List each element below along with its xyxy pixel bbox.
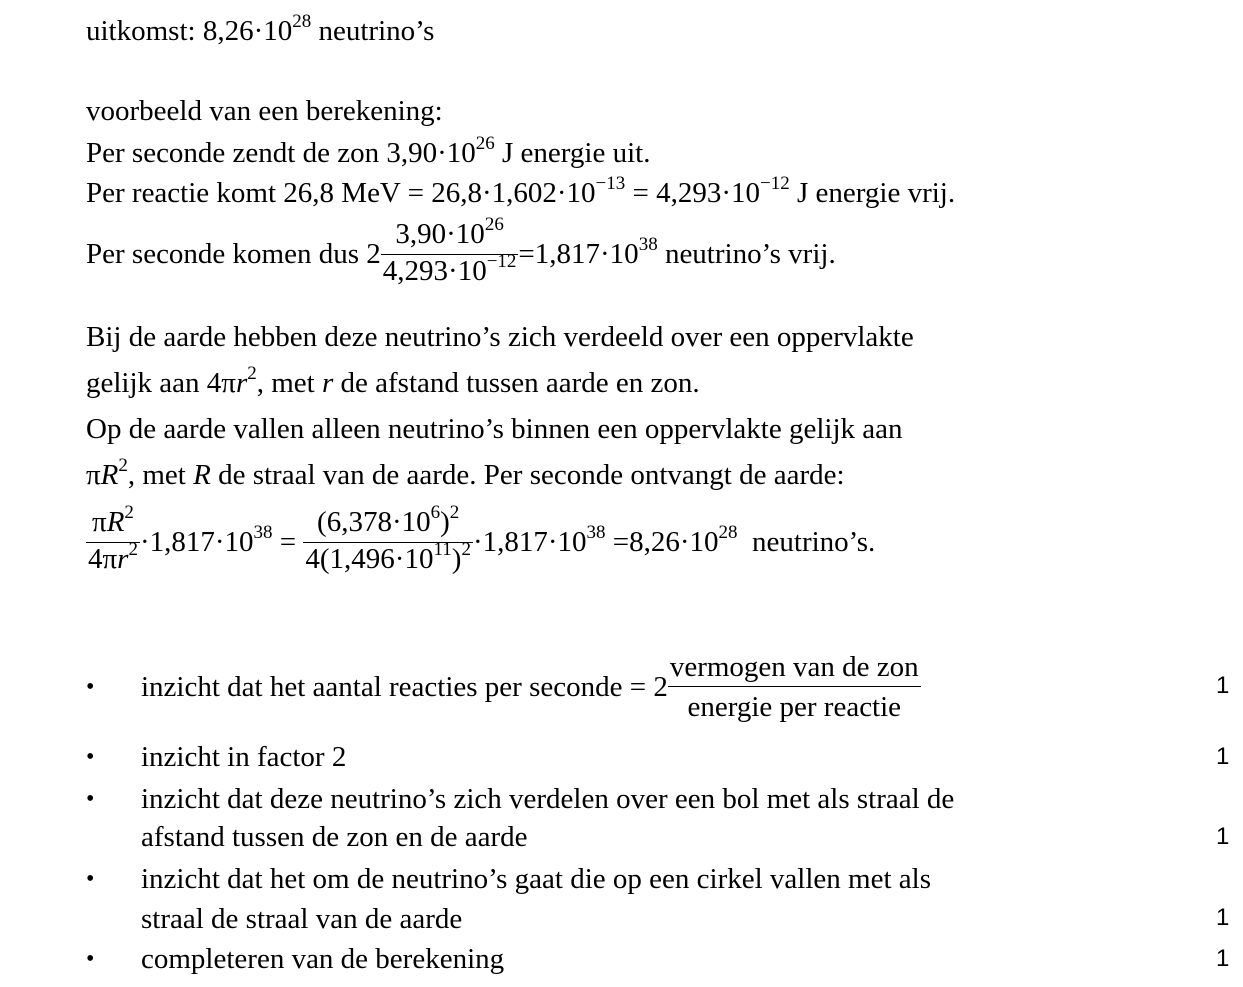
line3-tail: neutrino’s vrij. xyxy=(657,238,836,270)
criterion-4-line-2: straal de straal van de aarde xyxy=(141,903,463,935)
f1-num-exponent: 2 xyxy=(124,502,134,523)
final-result-exponent: 28 xyxy=(718,522,738,543)
line2-part-b: = 4,293·10 xyxy=(625,177,761,209)
final-equation xyxy=(86,502,876,579)
final-mid-2-text: ·1,817·10 xyxy=(472,526,587,558)
line3-text: Per seconde komen dus 2 xyxy=(86,238,381,270)
para1-line-2 xyxy=(86,363,700,404)
f1-den-r: r xyxy=(117,543,129,575)
para1-var-r: r xyxy=(235,367,248,399)
line1-exponent: 26 xyxy=(475,133,495,154)
example-line-1 xyxy=(86,133,651,174)
line3-denominator-text: 4,293·10 xyxy=(382,255,487,287)
uitkomst-line xyxy=(86,11,435,52)
para2-var-R2: R xyxy=(193,459,211,491)
bullet-icon: • xyxy=(86,866,95,892)
criterion-3-score: 1 xyxy=(1216,823,1230,850)
line3-result-text: =1,817·10 xyxy=(518,238,639,270)
example-line-3 xyxy=(86,214,836,291)
line2-exponent-2: −12 xyxy=(760,173,790,194)
para1-text-b: , met xyxy=(256,367,322,399)
final-fraction-1-denominator xyxy=(86,539,140,579)
final-fraction-2-denominator xyxy=(303,539,473,579)
bullet-icon: • xyxy=(86,786,95,812)
final-fraction-1 xyxy=(86,502,140,579)
f2-den-exponent-2: 2 xyxy=(461,539,471,560)
f2-den-paren: ) xyxy=(451,543,462,575)
para1-exponent: 2 xyxy=(247,363,257,384)
criterion-1-text xyxy=(141,648,921,727)
line3-denominator xyxy=(381,251,519,291)
para2-line-1: Op de aarde vallen alleen neutrino’s binnen een oppervlakte gelijk aan xyxy=(86,413,903,445)
para1-text-a: gelijk aan 4π xyxy=(86,367,236,399)
line3-fraction xyxy=(381,214,519,291)
bullet-icon: • xyxy=(86,744,95,770)
final-mid-1-text: ·1,817·10 xyxy=(139,526,254,558)
line2-exponent-1: −13 xyxy=(595,173,626,194)
final-mid-1 xyxy=(139,522,304,558)
criterion-2-score: 1 xyxy=(1216,743,1230,770)
criterion-5-text: completeren van de berekening xyxy=(141,943,505,975)
para2-line-2 xyxy=(86,455,845,496)
para1-line-1: Bij de aarde hebben deze neutrino’s zich verdeeld over een oppervlakte xyxy=(86,321,914,353)
criterion-4-line-1: inzicht dat het om de neutrino’s gaat die op een cirkel vallen met als xyxy=(141,863,931,895)
criterion-5-score: 1 xyxy=(1216,945,1230,972)
line1-tail: J energie uit. xyxy=(494,137,651,169)
para2-text-b: , met xyxy=(127,459,194,491)
criterion-1-score: 1 xyxy=(1216,672,1230,699)
para1-text-c: de afstand tussen aarde en zon. xyxy=(333,367,700,399)
criterion-1-pre: inzicht dat het aantal reacties per seconde = 2 xyxy=(141,671,668,703)
para2-var-R: R xyxy=(100,459,119,491)
example-heading: voorbeeld van een berekening: xyxy=(86,95,443,127)
uitkomst-text: uitkomst: 8,26·10 xyxy=(86,15,293,47)
f2-num-text: (6,378·10 xyxy=(317,506,431,538)
uitkomst-tail: neutrino’s xyxy=(311,15,435,47)
line2-part-a: Per reactie komt 26,8 MeV = 26,8·1,602·10 xyxy=(86,177,596,209)
f2-num-paren: ) xyxy=(440,506,450,538)
para2-text-c: de straal van de aarde. Per seconde ontvangt de aarde: xyxy=(210,459,845,491)
f1-num-R: R xyxy=(106,506,125,538)
criterion-4-score: 1 xyxy=(1216,904,1230,931)
line1-text: Per seconde zendt de zon 3,90·10 xyxy=(86,137,476,169)
criterion-3-line-1: inzicht dat deze neutrino’s zich verdelen over een bol met als straal de xyxy=(141,783,955,815)
line2-part-c: J energie vrij. xyxy=(789,177,956,209)
line3-numerator-text: 3,90·10 xyxy=(395,218,485,250)
line3-denominator-exponent: −12 xyxy=(486,251,517,272)
final-fraction-2 xyxy=(303,502,473,579)
f1-num-pi: π xyxy=(92,506,107,538)
final-mid-2-exponent: 38 xyxy=(586,522,606,543)
f2-num-exponent-2: 2 xyxy=(449,502,460,523)
final-mid-2 xyxy=(472,522,876,558)
f2-den-text: 4(1,496·10 xyxy=(305,543,434,575)
line3-numerator-exponent: 26 xyxy=(484,214,504,235)
bullet-icon: • xyxy=(86,946,95,972)
f2-num-exponent-1: 6 xyxy=(430,502,441,523)
example-line-2 xyxy=(86,173,956,214)
criterion-2-text: inzicht in factor 2 xyxy=(141,741,347,773)
para2-exponent: 2 xyxy=(118,455,128,476)
bullet-icon: • xyxy=(86,674,95,700)
criterion-1-fraction xyxy=(668,648,921,727)
line3-result-exponent: 38 xyxy=(638,234,658,255)
line3-numerator xyxy=(381,214,519,255)
criterion-1-numerator: vermogen van de zon xyxy=(668,648,921,687)
criterion-1-denominator: energie per reactie xyxy=(687,691,902,723)
final-equals-1: = xyxy=(272,526,304,558)
final-tail: neutrino’s. xyxy=(737,526,876,558)
f2-den-exponent-1: 11 xyxy=(433,539,452,560)
para1-var-r2: r xyxy=(321,367,334,399)
criterion-3-line-2: afstand tussen de zon en de aarde xyxy=(141,821,528,853)
f1-den-exponent: 2 xyxy=(128,539,138,560)
final-fraction-2-numerator xyxy=(303,502,473,543)
para2-pi: π xyxy=(86,459,101,491)
f1-den-4pi: 4π xyxy=(88,543,118,575)
line3-result xyxy=(518,234,836,270)
final-mid-1-exponent: 38 xyxy=(253,522,273,543)
uitkomst-exponent: 28 xyxy=(292,11,312,32)
final-fraction-1-numerator xyxy=(86,502,140,543)
final-result-text: =8,26·10 xyxy=(605,526,719,558)
